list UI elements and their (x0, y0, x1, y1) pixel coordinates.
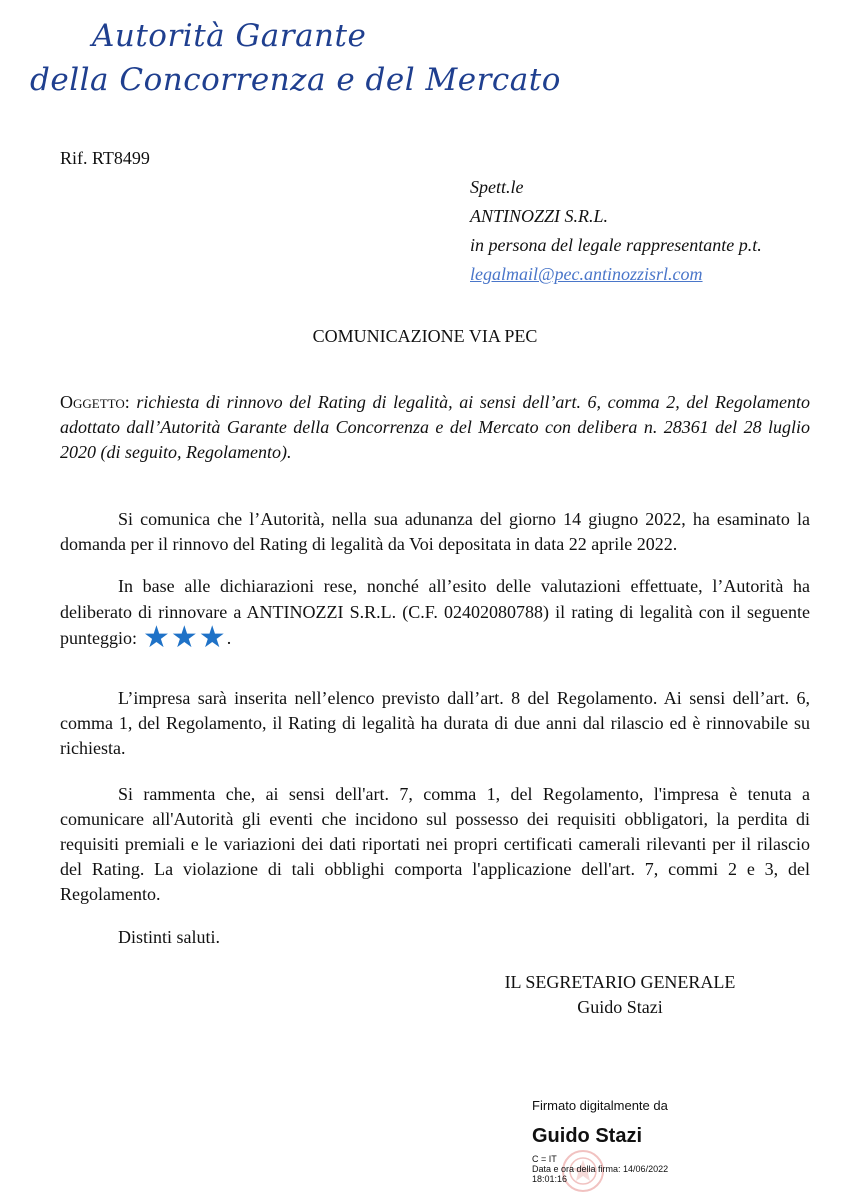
rating-stars-icon: ★★★ (143, 621, 227, 654)
digital-signature-date: Data e ora della firma: 14/06/2022 (532, 1164, 669, 1174)
recipient-representative: in persona del legale rappresentante p.t. (470, 235, 762, 255)
paragraph-2 (60, 573, 810, 654)
logo-line-1: Autorità Garante (92, 18, 367, 54)
paragraph-1-text: Si comunica che l’Autorità, nella sua adunanza del giorno 14 giugno 2022, ha esaminato la domanda per il rinnovo del Rating di legalità da Voi depositata in data 22 aprile 2022. (60, 509, 810, 554)
subject-text: richiesta di rinnovo del Rating di legalità, ai sensi dell’art. 6, comma 2, del Regolamento adottato dall’Autorità Garante della Concorrenza e del Mercato con delibera n. 28361 del 28 luglio 2020 (di seguito, Regolamento). (60, 392, 810, 462)
closing-text: Distinti saluti. (118, 927, 221, 947)
document-heading: COMUNICAZIONE VIA PEC (312, 326, 538, 346)
logo-line-2: della Concorrenza e del Mercato (30, 62, 561, 98)
subject-block (60, 390, 810, 465)
recipient-company: ANTINOZZI S.R.L. (470, 206, 609, 226)
reference-number: Rif. RT8499 (60, 148, 150, 168)
subject-label: Oggetto: (60, 392, 130, 412)
digital-signature-time: 18:01:16 (532, 1174, 568, 1184)
recipient-salutation: Spett.le (470, 177, 524, 197)
paragraph-3-text: L’impresa sarà inserita nell’elenco previsto dall’art. 8 del Regolamento. Ai sensi dell’art. 6, comma 1, del Regolamento, il Rating di legalità ha durata di due anni dal rilascio ed è rinnovabile su richiesta. (60, 688, 810, 758)
paragraph-2-end: . (226, 628, 232, 648)
paragraph-4-text: Si rammenta che, ai sensi dell'art. 7, comma 1, del Regolamento, l'impresa è tenuta a comunicare all'Autorità gli eventi che incidono sul possesso dei requisiti obbligatori, la perdita di requisiti premiali e le variazioni dei dati riportati nei propri certificati camerali rilevanti per il rilascio del Rating. La violazione di tali obblighi comporta l'applicazione dell'art. 7, commi 2 e 3, del Regolamento. (60, 784, 810, 904)
signature-block (480, 970, 760, 1020)
recipient-address (470, 173, 762, 289)
recipient-email-link[interactable]: legalmail@pec.antinozzisrl.com (470, 264, 703, 284)
signer-name: Guido Stazi (577, 997, 663, 1017)
paragraph-2-text: In base alle dichiarazioni rese, nonché all’esito delle valutazioni effettuate, l’Autorità ha deliberato di rinnovare a ANTINOZZI S.R.L. (C.F. 02402080788) il rating di legalità con il seguente punteggio: (60, 576, 810, 648)
signer-title: IL SEGRETARIO GENERALE (504, 972, 736, 992)
paragraph-1 (60, 507, 810, 557)
closing (60, 925, 810, 950)
digital-signature-label: Firmato digitalmente da (532, 1098, 668, 1113)
digital-signature-country: C = IT (532, 1154, 557, 1164)
digital-signature-name: Guido Stazi (532, 1125, 642, 1147)
paragraph-3 (60, 686, 810, 761)
digital-signature-stamp (532, 1098, 668, 1184)
paragraph-4 (60, 782, 810, 907)
